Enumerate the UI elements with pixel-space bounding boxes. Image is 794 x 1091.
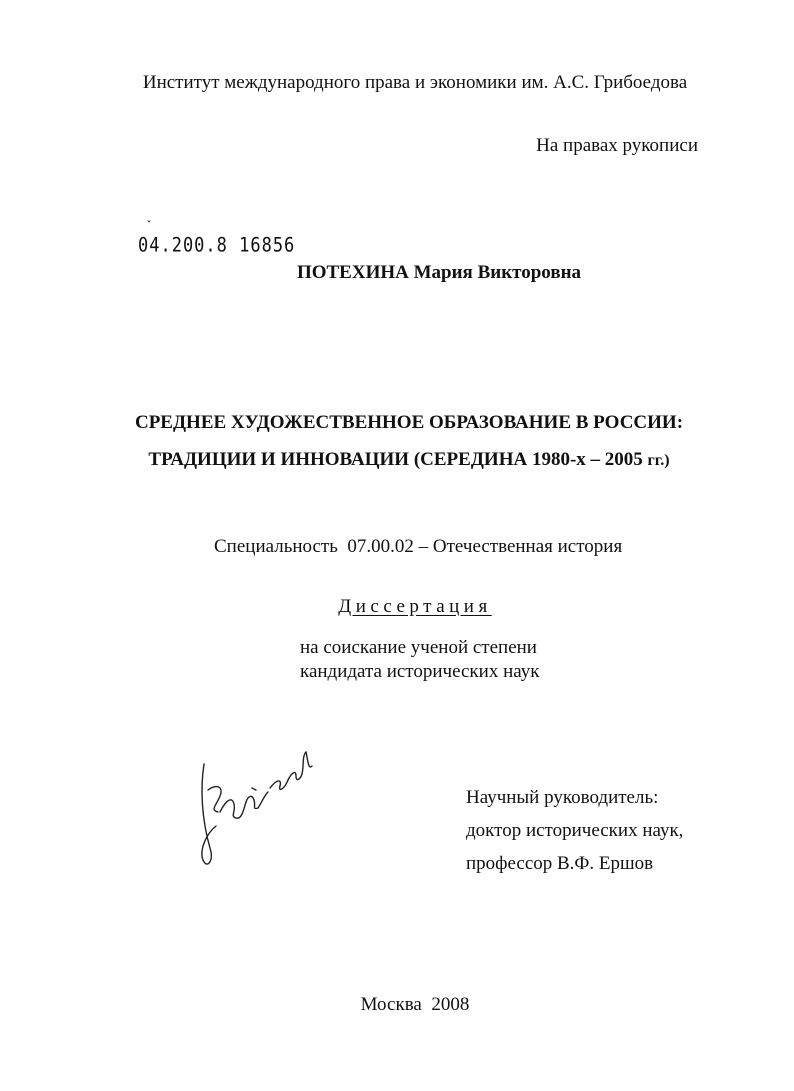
author-name: ПОТЕХИНА Мария Викторовна — [296, 262, 582, 283]
institute-name: Институт международного права и экономики им. А.С. Грибоедова — [142, 72, 688, 93]
title-line-2 — [24, 441, 794, 479]
dissertation-heading: Диссертация — [338, 596, 492, 617]
title-line-2-suffix: гг.) — [647, 452, 670, 469]
advisor-title-name: профессор В.Ф. Ершов — [466, 853, 654, 874]
title-line-1: СРЕДНЕЕ ХУДОЖЕСТВЕННОЕ ОБРАЗОВАНИЕ В РОССИИ: — [134, 412, 684, 433]
specialty-line — [214, 536, 622, 558]
rights-note: На правах рукописи — [536, 135, 698, 156]
handwritten-signature — [190, 730, 330, 870]
stamp-mark: ˇ — [146, 220, 154, 233]
degree-line-2: кандидата исторических наук — [300, 661, 540, 682]
dissertation-title — [0, 404, 794, 479]
specialty-name: – Отечественная история — [418, 536, 623, 557]
advisor-role: Научный руководитель: — [466, 787, 659, 808]
year: 2008 — [431, 994, 470, 1015]
advisor-degree: доктор исторических наук, — [466, 820, 684, 841]
city: Москва — [360, 994, 422, 1015]
catalog-number-stamp — [138, 220, 296, 257]
title-line-2-main: ТРАДИЦИИ И ИННОВАЦИИ (СЕРЕДИНА 1980-х – 2005 — [148, 449, 648, 470]
catalog-number-text: 04.200.8 16856 — [138, 234, 296, 257]
specialty-label: Специальность — [214, 536, 338, 557]
city-year — [0, 994, 794, 1016]
specialty-code: 07.00.02 — [347, 536, 414, 557]
degree-line-1: на соискание ученой степени — [300, 637, 537, 658]
